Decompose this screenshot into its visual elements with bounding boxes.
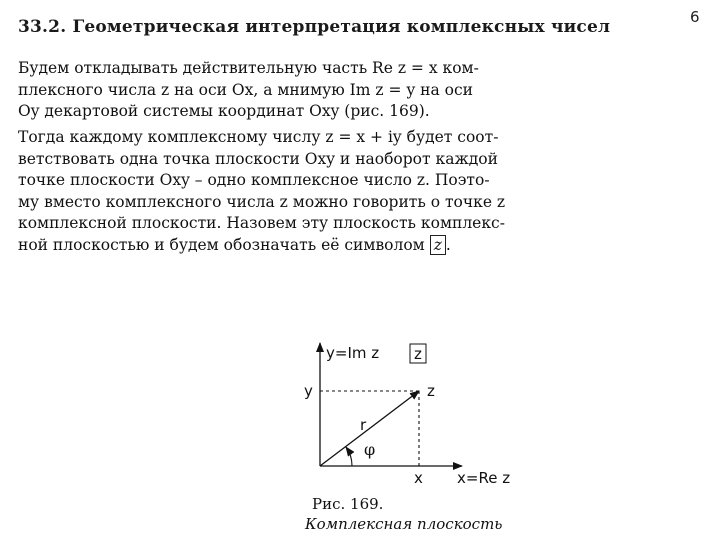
paragraph-2-last-text: ной плоскостью и будем обозначать её символом: [18, 235, 425, 254]
section-title: 33.2. Геометрическая интерпретация комплексных чисел: [18, 17, 611, 37]
plane-symbol-box: z: [430, 235, 446, 255]
figure-caption-number: Рис. 169.: [312, 495, 384, 513]
paragraph-1-line: Будем откладывать действительную часть Re z = x ком-: [18, 59, 479, 77]
y-tick-label: y: [304, 382, 313, 400]
point-z-label: z: [427, 382, 435, 400]
figure-caption-title: Комплексная плоскость: [305, 515, 503, 533]
plane-symbol: z: [414, 345, 422, 363]
paragraph-2-line: му вместо комплексного числа z можно говорить о точке z: [18, 192, 506, 211]
page-number: 6: [690, 8, 700, 26]
paragraph-2-line: ветствовать одна точка плоскости Oxy и наоборот каждой: [18, 149, 498, 168]
paragraph-1-line: Oy декартовой системы координат Oxy (рис. 169).: [18, 102, 430, 120]
x-axis-label: x=Re z: [457, 469, 511, 487]
period: .: [445, 235, 451, 254]
paragraph-2-line: точке плоскости Oxy – одно комплексное число z. Поэто-: [18, 171, 490, 189]
x-tick-label: x: [414, 469, 423, 487]
radius-label: r: [360, 416, 367, 434]
paragraph-2-line: Тогда каждому комплексному числу z = x + iy будет соот-: [18, 128, 499, 146]
paragraph-2-line: комплексной плоскости. Назовем эту плоскость комплекс-: [18, 214, 505, 232]
angle-arc: [346, 447, 352, 466]
y-axis-label: y=Im z: [326, 344, 380, 362]
paragraph-1-line: плексного числа z на оси Ox, а мнимую Im z = y на оси: [18, 80, 473, 99]
angle-label: φ: [364, 440, 376, 459]
